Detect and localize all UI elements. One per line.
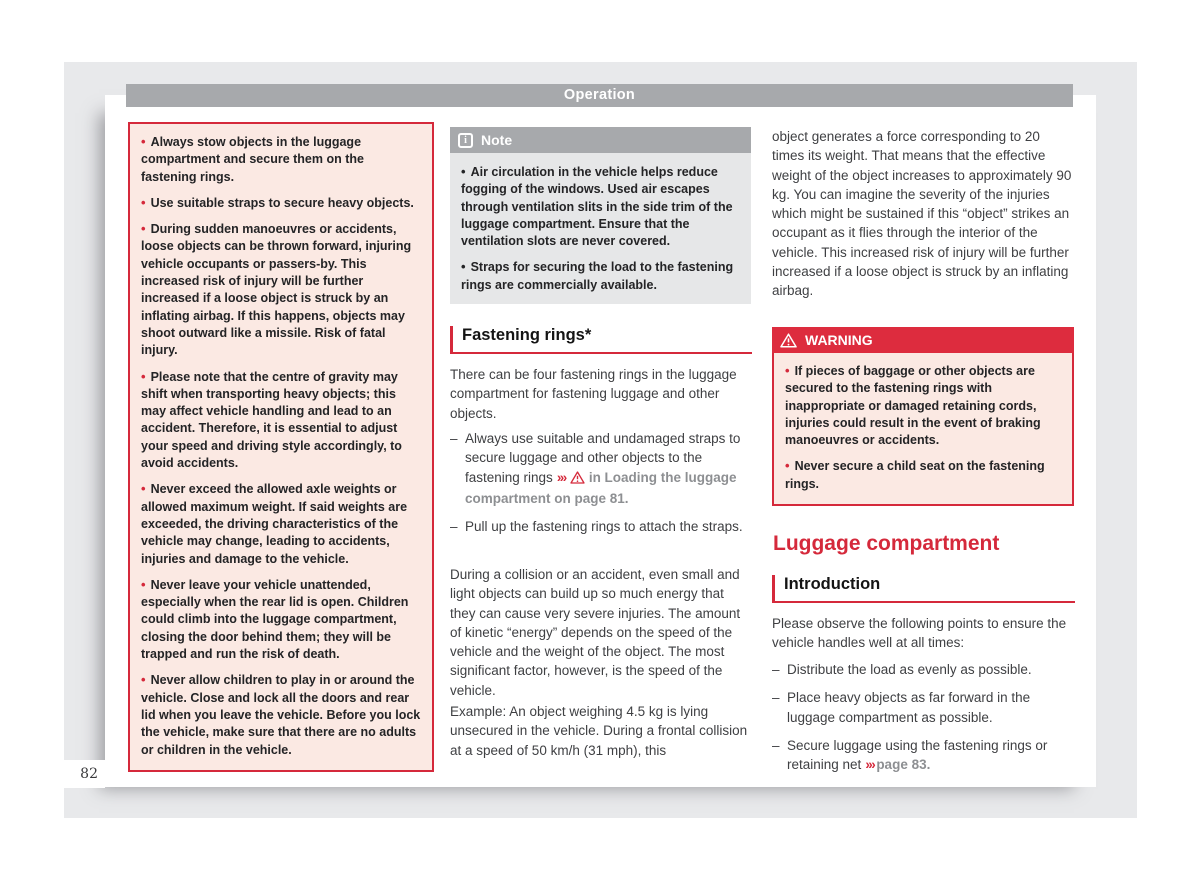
cross-reference-arrows-icon: ››› (865, 757, 875, 773)
dash-icon: – (772, 662, 780, 677)
list-item: – Pull up the fastening rings to attach the straps. (450, 517, 752, 536)
safety-warning-box (128, 122, 434, 772)
section-heading-introduction: Introduction (772, 575, 1075, 603)
bullet-icon: • (461, 259, 466, 275)
note-title-bar (450, 127, 751, 153)
bullet-icon: • (141, 368, 146, 384)
warning-item: • If pieces of baggage or other objects are secured to the fastening rings with inappropriate or damaged retaining cords, injuries could result in the event of braking manoeuvres or accidents. (785, 363, 1041, 448)
note-body (450, 153, 751, 304)
list-item: – Secure luggage using the fastening rings or retaining net ››› page 83. (772, 736, 1075, 775)
collision-paragraph: During a collision or an accident, even small and light objects can build up so much energy that they can cause very severe injuries. The amount of kinetic “energy” depends on the speed of the vehicle and the weight of the object. The most significant factor, however, is the speed of the vehicle. (450, 567, 741, 698)
bullet-icon: • (141, 672, 146, 688)
list-item: – Distribute the load as evenly as possible. (772, 660, 1075, 679)
info-icon: i (458, 133, 473, 148)
list-item: – Place heavy objects as far forward in the luggage compartment as possible. (772, 688, 1075, 727)
dash-icon: – (450, 431, 458, 446)
bullet-icon: • (141, 481, 146, 497)
warning-title: WARNING (805, 332, 873, 348)
section-heading-fastening-rings: Fastening rings* (450, 326, 752, 354)
warning-triangle-icon (570, 470, 585, 489)
dash-icon: – (450, 519, 458, 535)
chapter-section-heading: Luggage compartment (773, 532, 1000, 555)
dash-icon: – (772, 737, 780, 753)
introduction-points-list (772, 660, 1075, 774)
list-item: – Always use suitable and undamaged straps to secure luggage and other objects to the fastening rings ››› in Loading the luggage compartment on page 81. (450, 429, 752, 508)
safety-item: • Never exceed the allowed axle weights or allowed maximum weight. If said weights are exceeded, the driving characteristics of the vehicle may change, leading to accidents, injuries and damage to the vehicle. (141, 481, 408, 566)
bullet-icon: • (141, 194, 146, 210)
chapter-header-bar (126, 84, 1073, 107)
note-item: • Air circulation in the vehicle helps reduce fogging of the windows. Used air escapes through ventilation slits in the side trim of the luggage compartment. Ensure that the ventilation slots are never covered. (461, 164, 733, 249)
safety-item: • Use suitable straps to secure heavy objects. (141, 194, 414, 210)
warning-body (772, 353, 1074, 506)
note-item: • Straps for securing the load to the fastening rings are commercially available. (461, 259, 734, 292)
bullet-icon: • (785, 458, 790, 474)
safety-item: • Please note that the centre of gravity may shift when transporting heavy objects; this may affect vehicle handling and lead to an accident. Therefore, it is essential to adjust your speed and driving style accordingly, to avoid accidents. (141, 368, 402, 471)
bullet-icon: • (461, 164, 466, 179)
warning-item: • Never secure a child seat on the fastening rings. (785, 458, 1045, 491)
warning-triangle-icon (780, 333, 797, 348)
bullet-icon: • (785, 363, 790, 378)
safety-item: • Always stow objects in the luggage compartment and secure them on the fastening rings. (141, 134, 364, 184)
note-title: Note (481, 132, 513, 148)
cross-reference-arrows-icon: ››› (556, 469, 566, 485)
chapter-title: Operation (563, 87, 636, 103)
continuation-paragraph: object generates a force corresponding to 20 times its weight. That means that the effective weight of the object increases to approximately 90 kg. You can imagine the severity of the injuries which might be sustained if this “object” strikes an occupant as it flies through the interior of the vehicle. This increased risk of injury will be further increased if a loose object is struck by an inflating airbag. (772, 129, 1072, 299)
warning-title-bar (772, 327, 1074, 353)
page-number: 82 (80, 766, 98, 782)
safety-item: • Never leave your vehicle unattended, especially when the rear lid is open. Children could climb into the luggage compartment, closing the door behind them; they will be trapped and run the risk of death. (141, 576, 409, 662)
bullet-icon: • (141, 576, 146, 592)
dash-icon: – (772, 690, 780, 706)
bullet-icon: • (141, 134, 146, 149)
bullet-icon: • (141, 221, 146, 237)
warning-box (772, 327, 1074, 506)
example-paragraph: Example: An object weighing 4.5 kg is lying unsecured in the vehicle. During a frontal collision at a speed of 50 km/h (31 mph), this (450, 704, 748, 758)
fastening-intro-paragraph: There can be four fastening rings in the luggage compartment for fastening luggage and other objects. (450, 367, 737, 421)
note-box (450, 127, 751, 304)
introduction-paragraph: Please observe the following points to ensure the vehicle handles well at all times: (772, 616, 1067, 651)
safety-item: • During sudden manoeuvres or accidents, loose objects can be thrown forward, injuring vehicle occupants or passers-by. This increased risk of injury will be further increased if a loose object is struck by an inflating airbag. If this happens, objects may shoot outward like a missile. Risk of fatal injury. (141, 221, 412, 358)
safety-item: • Never allow children to play in or around the vehicle. Close and lock all the doors and rear lid when you leave the vehicle. Before you lock the vehicle, make sure that there are no adults or children in the vehicle. (141, 672, 421, 757)
fastening-steps-list (450, 429, 752, 536)
page-number-tab (64, 760, 105, 788)
